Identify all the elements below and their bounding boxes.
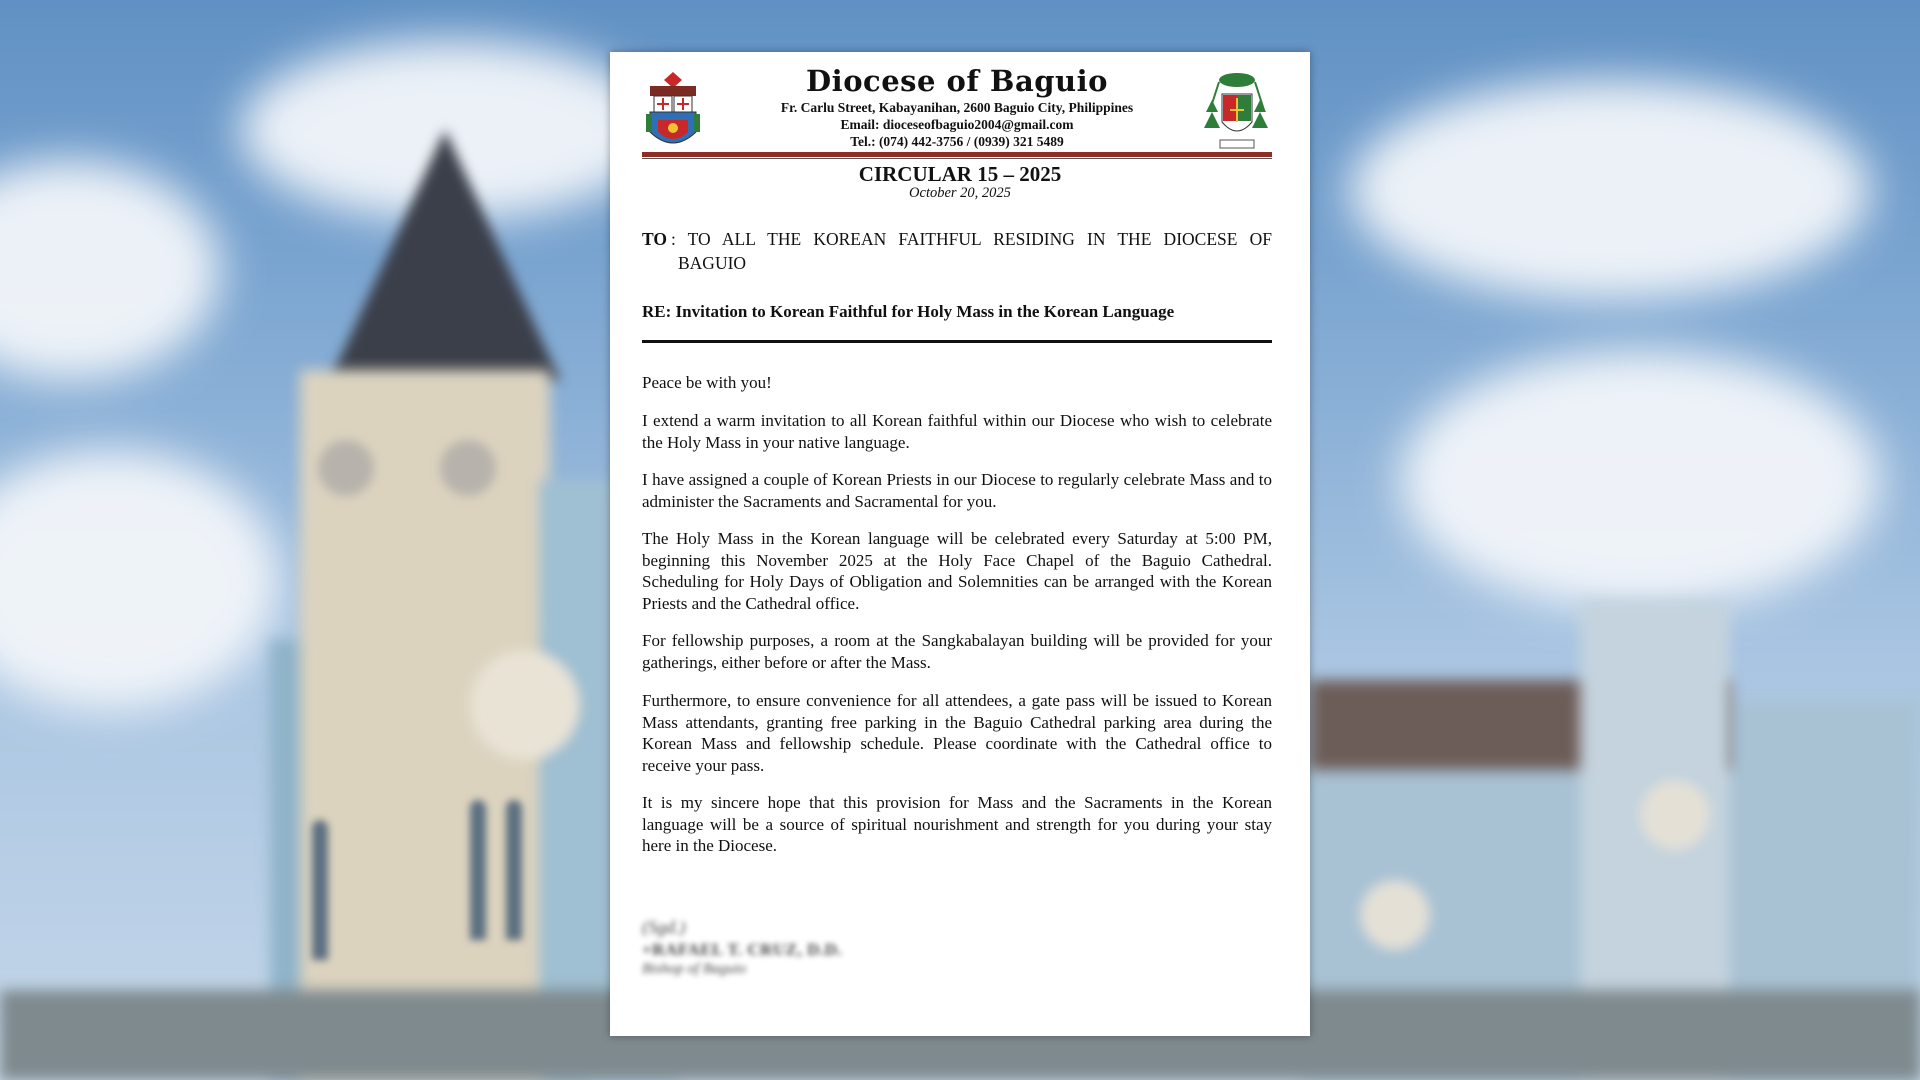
signatory-title: Bishop of Baguio (642, 961, 747, 977)
paragraph-priests: I have assigned a couple of Korean Priests in our Diocese to regularly celebrate Mass and to administer the Sacraments and Sacramental for you. (642, 470, 1272, 511)
subject-rule (642, 340, 1272, 343)
cathedral-window (470, 800, 486, 940)
bishop-coat-of-arms-icon (1202, 70, 1272, 154)
rose-window (1360, 880, 1430, 950)
signed-mark: (Sgd.) (642, 917, 686, 937)
letterhead-rule (642, 152, 1272, 157)
cloud (1350, 80, 1870, 300)
clock-face (440, 440, 496, 496)
cloud (1400, 350, 1880, 610)
rose-window (1640, 780, 1710, 850)
cathedral-window (312, 820, 328, 960)
rose-window (470, 650, 580, 760)
circular-number: CIRCULAR 15 – 2025 (858, 162, 1062, 186)
to-label: TO (642, 229, 667, 249)
clock-face (318, 440, 374, 496)
addressee-line-2: BAGUIO (678, 253, 747, 273)
greeting: Peace be with you! (642, 373, 772, 392)
paragraph-parking: Furthermore, to ensure convenience for all attendees, a gate pass will be issued to Korean Mass attendants, granting free parking in the Baguio Cathedral parking area during the Korean Mass and fellowship schedule. Please coordinate with the Cathedral office to receive your pass. (642, 691, 1272, 776)
paragraph-schedule: The Holy Mass in the Korean language will be celebrated every Saturday at 5:00 PM, beginning this November 2025 at the Holy Face Chapel of the Baguio Cathedral. Scheduling for Holy Days of Obligation and Solemnities can be arranged with the Korean Priests and the Cathedral office. (642, 529, 1272, 614)
cathedral-spire (330, 130, 560, 380)
addressee-block (642, 227, 1272, 275)
addressee-line-1: : TO ALL THE KOREAN FAITHFUL RESIDING IN THE DIOCESE OF (670, 229, 1272, 249)
diocese-address: Fr. Carlu Street, Kabayanihan, 2600 Baguio City, Philippines (780, 100, 1134, 115)
diocese-name: Diocese of Baguio (806, 64, 1108, 98)
cathedral-window (506, 800, 522, 940)
paragraph-invitation: I extend a warm invitation to all Korean faithful within our Diocese who wish to celebrate the Holy Mass in your native language. (642, 411, 1272, 452)
circular-date: October 20, 2025 (909, 185, 1011, 201)
circular-document (610, 52, 1310, 1036)
paragraph-fellowship: For fellowship purposes, a room at the Sangkabalayan building will be provided for your gatherings, either before or after the Mass. (642, 631, 1272, 672)
signatory-name: +RAFAEL T. CRUZ, D.D. (642, 940, 843, 959)
letterhead (642, 62, 1272, 162)
letterhead-rule-thin (642, 158, 1272, 159)
signature-block (642, 917, 842, 978)
diocese-telephone: Tel.: (074) 442-3756 / (0939) 321 5489 (850, 134, 1064, 149)
paragraph-closing: It is my sincere hope that this provision for Mass and the Sacraments in the Korean language will be a source of spiritual nourishment and strength for you during your stay here in the Diocese. (642, 793, 1272, 856)
diocese-email: Email: dioceseofbaguio2004@gmail.com (840, 117, 1074, 132)
subject-line: RE: Invitation to Korean Faithful for Holy Mass in the Korean Language (642, 302, 1175, 321)
